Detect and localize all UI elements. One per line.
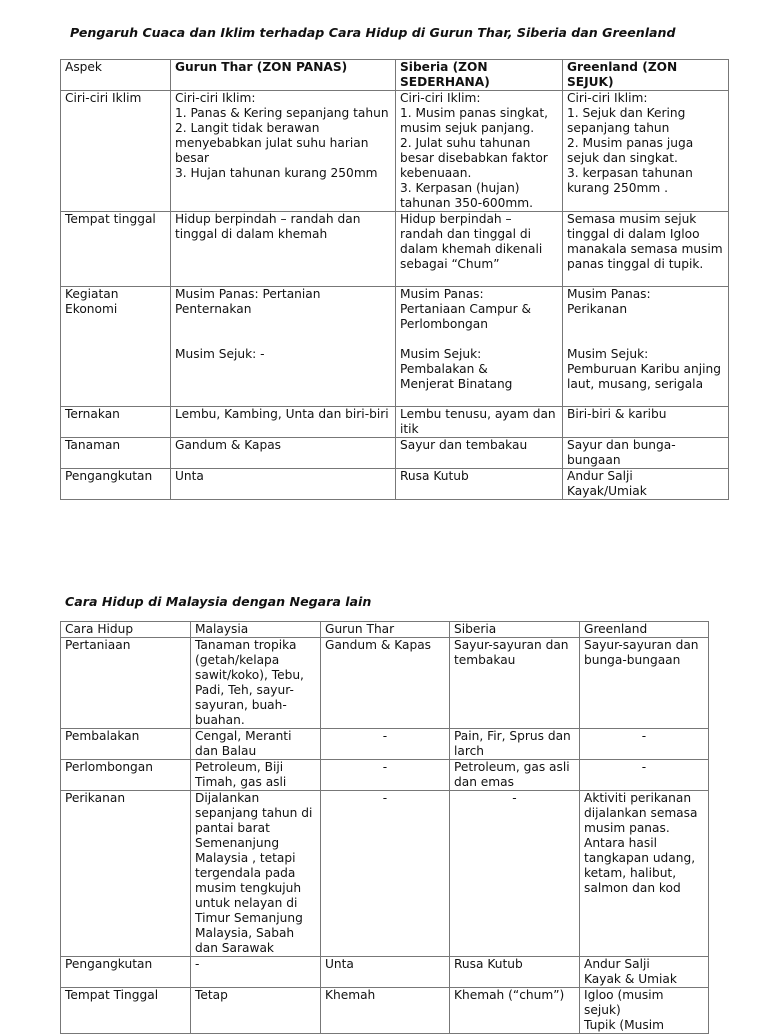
- table-cell: Gandum & Kapas: [171, 438, 396, 469]
- header-cell: Malaysia: [191, 622, 321, 638]
- table-cell: Rusa Kutub: [450, 957, 580, 988]
- header-cell: Greenland: [580, 622, 709, 638]
- document-title: Pengaruh Cuaca dan Iklim terhadap Cara Hidup di Gurun Thar, Siberia dan Greenland: [70, 25, 676, 40]
- header-cell: Aspek: [61, 60, 171, 91]
- table-cell: Rusa Kutub: [396, 469, 563, 500]
- table-cell: Sayur dan bunga-bungaan: [563, 438, 729, 469]
- table-cell: Tanaman tropika (getah/kelapa sawit/koko), Tebu, Padi, Teh, sayur-sayuran, buah-buahan.: [191, 638, 321, 729]
- table-row: [61, 91, 729, 212]
- header-cell: Gurun Thar: [321, 622, 450, 638]
- table-cell: Dijalankan sepanjang tahun di pantai barat Semenanjung Malaysia , tetapi tergendala pada musim tengkujuh untuk nelayan di Timur Semanjung Malaysia, Sabah dan Sarawak: [191, 791, 321, 957]
- table-cell: Perikanan: [61, 791, 191, 957]
- table-cell: Tempat Tinggal: [61, 988, 191, 1034]
- table-cell: Tetap: [191, 988, 321, 1034]
- table-cell: -: [580, 729, 709, 760]
- table-row: [61, 988, 709, 1034]
- table-row: [61, 760, 709, 791]
- table-cell: Lembu tenusu, ayam dan itik: [396, 407, 563, 438]
- table-row: [61, 287, 729, 407]
- header-cell: Siberia: [450, 622, 580, 638]
- table-cell: Unta: [171, 469, 396, 500]
- lifestyle-comparison-table: [60, 621, 709, 1034]
- table-cell: Pengangkutan: [61, 957, 191, 988]
- table-cell: Pembalakan: [61, 729, 191, 760]
- table-cell: -: [450, 791, 580, 957]
- table-header-row: [61, 622, 709, 638]
- header-cell: Siberia (ZON SEDERHANA): [396, 60, 563, 91]
- table-cell: Hidup berpindah – randah dan tinggal di dalam khemah dikenali sebagai “Chum”: [396, 212, 563, 287]
- table-cell: Sayur dan tembakau: [396, 438, 563, 469]
- table-cell: Tempat tinggal: [61, 212, 171, 287]
- table-row: [61, 791, 709, 957]
- table-cell: Ciri-ciri Iklim: [61, 91, 171, 212]
- table-cell: Gandum & Kapas: [321, 638, 450, 729]
- table-cell: Musim Panas: Perikanan Musim Sejuk: Pemburuan Karibu anjing laut, musang, serigala: [563, 287, 729, 407]
- table-cell: Khemah (“chum”): [450, 988, 580, 1034]
- table-cell: Hidup berpindah – randah dan tinggal di dalam khemah: [171, 212, 396, 287]
- table-cell: Ternakan: [61, 407, 171, 438]
- table-cell: Kegiatan Ekonomi: [61, 287, 171, 407]
- table-cell: Ciri-ciri Iklim: 1. Sejuk dan Kering sepanjang tahun 2. Musim panas juga sejuk dan singkat. 3. kerpasan tahunan kurang 250mm .: [563, 91, 729, 212]
- table-cell: Petroleum, Biji Timah, gas asli: [191, 760, 321, 791]
- table-cell: -: [321, 729, 450, 760]
- table-cell: Petroleum, gas asli dan emas: [450, 760, 580, 791]
- table-cell: Sayur-sayuran dan bunga-bungaan: [580, 638, 709, 729]
- table-cell: Aktiviti perikanan dijalankan semasa musim panas. Antara hasil tangkapan udang, ketam, halibut, salmon dan kod: [580, 791, 709, 957]
- table-cell: Perlombongan: [61, 760, 191, 791]
- table-cell: Pain, Fir, Sprus dan larch: [450, 729, 580, 760]
- table-cell: Tanaman: [61, 438, 171, 469]
- table-cell: -: [580, 760, 709, 791]
- table-cell: Ciri-ciri Iklim: 1. Panas & Kering sepanjang tahun 2. Langit tidak berawan menyebabkan julat suhu harian besar 3. Hujan tahunan kurang 250mm: [171, 91, 396, 212]
- table-row: [61, 438, 729, 469]
- table-cell: Pertaniaan: [61, 638, 191, 729]
- table-row: [61, 212, 729, 287]
- table-cell: -: [321, 791, 450, 957]
- table-cell: -: [191, 957, 321, 988]
- table-cell: -: [321, 760, 450, 791]
- table-header-row: [61, 60, 729, 91]
- table-cell: Biri-biri & karibu: [563, 407, 729, 438]
- table-cell: Unta: [321, 957, 450, 988]
- table-row: [61, 407, 729, 438]
- section-title: Cara Hidup di Malaysia dengan Negara lain: [65, 594, 372, 609]
- table-row: [61, 729, 709, 760]
- table-cell: Pengangkutan: [61, 469, 171, 500]
- table-cell: Andur Salji Kayak & Umiak: [580, 957, 709, 988]
- header-cell: Greenland (ZON SEJUK): [563, 60, 729, 91]
- table-row: [61, 638, 709, 729]
- table-row: [61, 469, 729, 500]
- table-cell: Cengal, Meranti dan Balau: [191, 729, 321, 760]
- table-cell: Andur Salji Kayak/Umiak: [563, 469, 729, 500]
- header-cell: Gurun Thar (ZON PANAS): [171, 60, 396, 91]
- table-cell: Musim Panas: Pertanian Penternakan Musim Sejuk: -: [171, 287, 396, 407]
- table-cell: Ciri-ciri Iklim: 1. Musim panas singkat, musim sejuk panjang. 2. Julat suhu tahunan besar disebabkan faktor kebenuaan. 3. Kerpasan (hujan) tahunan 350-600mm.: [396, 91, 563, 212]
- table-cell: Igloo (musim sejuk) Tupik (Musim: [580, 988, 709, 1034]
- table-row: [61, 957, 709, 988]
- table-cell: Sayur-sayuran dan tembakau: [450, 638, 580, 729]
- table-cell: Musim Panas: Pertaniaan Campur & Perlombongan Musim Sejuk: Pembalakan & Menjerat Binatang: [396, 287, 563, 407]
- header-cell: Cara Hidup: [61, 622, 191, 638]
- table-cell: Semasa musim sejuk tinggal di dalam Igloo manakala semasa musim panas tinggal di tupik.: [563, 212, 729, 287]
- climate-comparison-table: [60, 59, 729, 500]
- table-cell: Khemah: [321, 988, 450, 1034]
- table-cell: Lembu, Kambing, Unta dan biri-biri: [171, 407, 396, 438]
